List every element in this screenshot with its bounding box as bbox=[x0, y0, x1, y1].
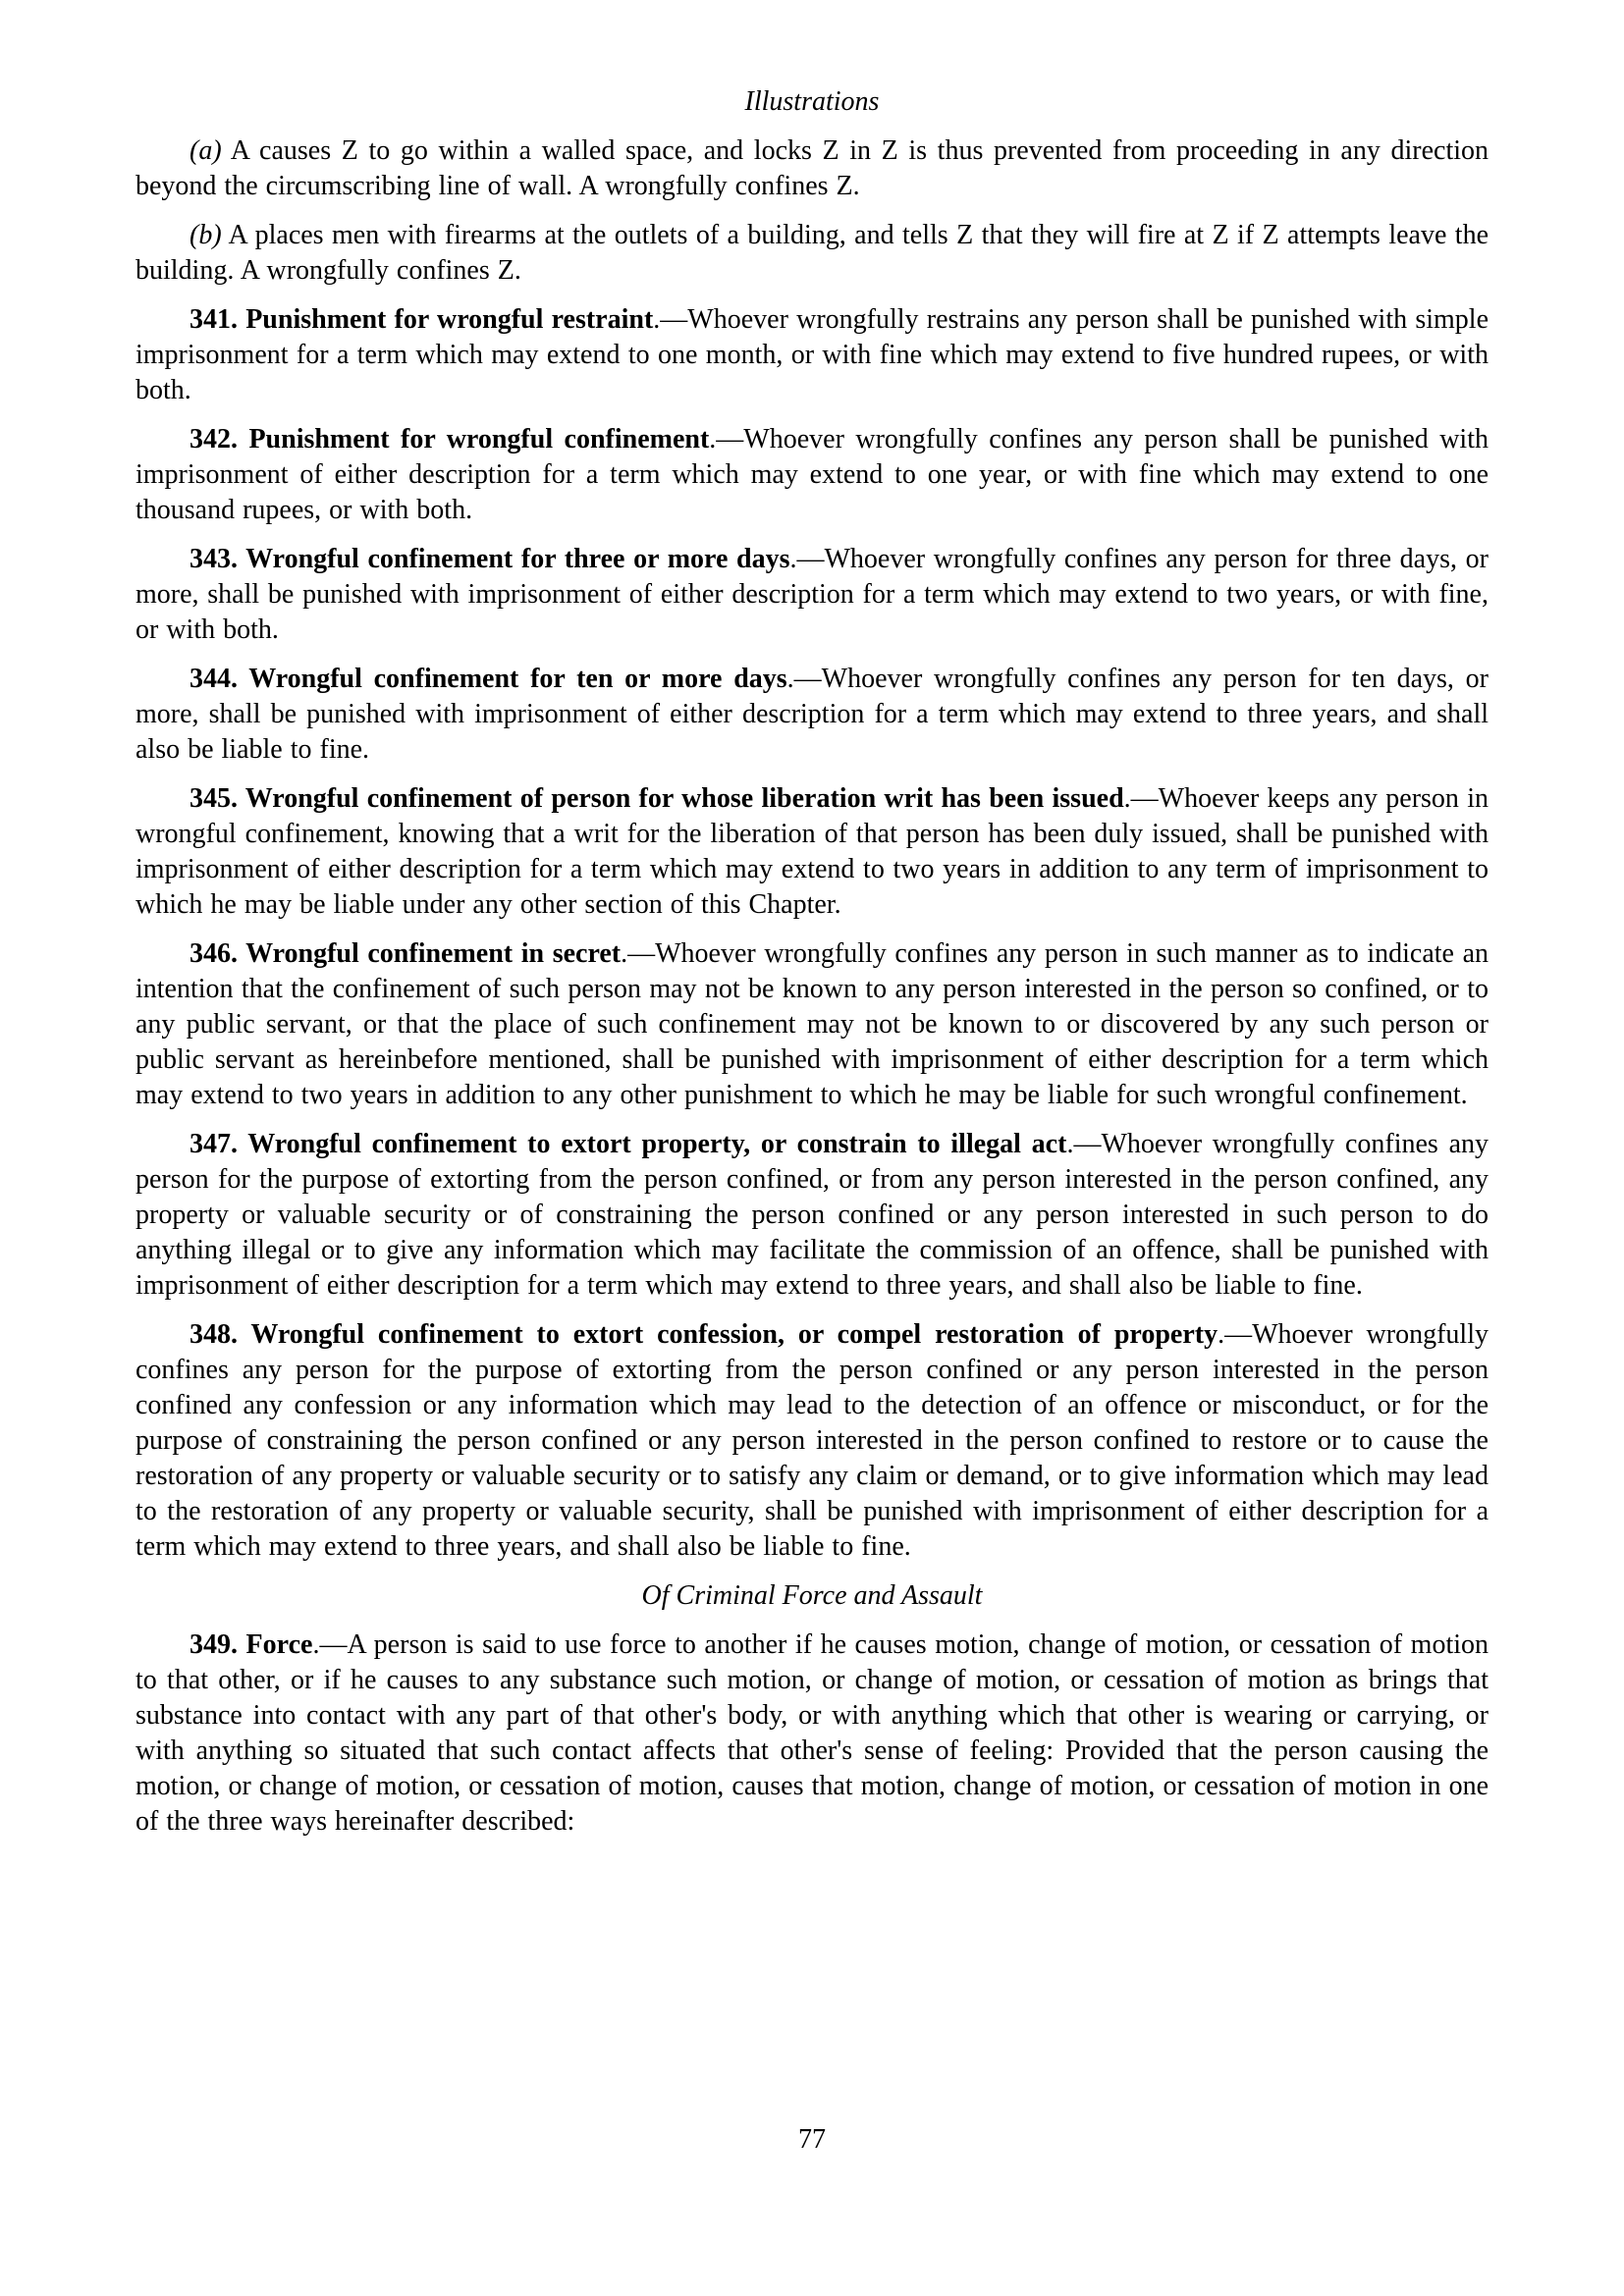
section-345-body: .—Whoever keeps any person in wrongful confinement, knowing that a writ for the liberation of that person has been duly issued, shall be punished with imprisonment of either description for a term which may extend to two years in addition to any term of imprisonment to which he may be liable under any other section of this Chapter. bbox=[135, 783, 1489, 920]
section-342-heading: 342. Punishment for wrongful confinement bbox=[189, 424, 710, 454]
section-341-body: .—Whoever wrongfully restrains any person shall be punished with simple imprisonment for a term which may extend to one month, or with fine which may extend to five hundred rupees, or with both. bbox=[135, 304, 1489, 405]
section-344 bbox=[135, 662, 1489, 768]
section-344-body: .—Whoever wrongfully confines any person for ten days, or more, shall be punished with imprisonment of either description for a term which may extend to three years, and shall also be liable to fine. bbox=[135, 664, 1489, 765]
illustration-marker-b: (b) bbox=[189, 220, 222, 250]
illustration-paragraph-a bbox=[135, 133, 1489, 204]
section-349-heading: 349. Force bbox=[189, 1629, 313, 1660]
illustration-paragraph-b bbox=[135, 218, 1489, 289]
section-348 bbox=[135, 1317, 1489, 1565]
section-345 bbox=[135, 781, 1489, 923]
section-347-body: .—Whoever wrongfully confines any person for the purpose of extorting from the person confined, or from any person interested in the person confined, any property or valuable security or of constraining the person confined or any person interested in such person to do anything illegal or to give any information which may facilitate the commission of an offence, shall be punished with imprisonment of either description for a term which may extend to three years, and shall also be liable to fine. bbox=[135, 1129, 1489, 1301]
section-349-body: .—A person is said to use force to another if he causes motion, change of motion, or cessation of motion to that other, or if he causes to any substance such motion, or change of motion, or cessation of motion as brings that substance into contact with any part of that other's body, or with anything which that other is wearing or carrying, or with anything so situated that such contact affects that other's sense of feeling: Provided that the person causing the motion, or change of motion, or cessation of motion, causes that motion, change of motion, or cessation of motion in one of the three ways hereinafter described: bbox=[135, 1629, 1489, 1837]
illustration-text-a: A causes Z to go within a walled space, and locks Z in Z is thus prevented from proceeding in any direction beyond the circumscribing line of wall. A wrongfully confines Z. bbox=[135, 135, 1489, 201]
section-346 bbox=[135, 936, 1489, 1113]
section-348-body: .—Whoever wrongfully confines any person for the purpose of extorting from the person confined or any person interested in the person confined any confession or any information which may lead to the detection of an offence or misconduct, or for the purpose of constraining the person confined or any person interested in the person confined to restore or to cause the restoration of any property or valuable security or to satisfy any claim or demand, or to give information which may lead to the restoration of any property or valuable security, shall be punished with imprisonment of either description for a term which may extend to three years, and shall also be liable to fine. bbox=[135, 1319, 1489, 1562]
illustrations-heading: Illustrations bbox=[744, 86, 880, 117]
section-346-body: .—Whoever wrongfully confines any person in such manner as to indicate an intention that the confinement of such person may not be known to any person interested in the person so confined, or to any public servant, or that the place of such confinement may not be known to or discovered by any such person or public servant as hereinbefore mentioned, shall be punished with imprisonment of either description for a term which may extend to two years in addition to any other punishment to which he may be liable for such wrongful confinement. bbox=[135, 938, 1489, 1110]
section-348-heading: 348. Wrongful confinement to extort confession, or compel restoration of property bbox=[189, 1319, 1218, 1350]
section-341 bbox=[135, 302, 1489, 408]
section-343-heading: 343. Wrongful confinement for three or more days bbox=[189, 544, 790, 574]
section-341-heading: 341. Punishment for wrongful restraint bbox=[189, 304, 654, 335]
section-343-body: .—Whoever wrongfully confines any person for three days, or more, shall be punished with imprisonment of either description for a term which may extend to two years, or with fine, or with both. bbox=[135, 544, 1489, 645]
page-number: 77 bbox=[798, 2124, 826, 2155]
criminal-force-heading: Of Criminal Force and Assault bbox=[641, 1580, 983, 1611]
illustration-text-b: A places men with firearms at the outlets of a building, and tells Z that they will fire at Z if Z attempts leave the building. A wrongfully confines Z. bbox=[135, 220, 1489, 286]
page-content bbox=[135, 84, 1489, 1853]
section-344-heading: 344. Wrongful confinement for ten or more days bbox=[189, 664, 787, 694]
illustration-marker-a: (a) bbox=[189, 135, 222, 166]
section-347-heading: 347. Wrongful confinement to extort property, or constrain to illegal act bbox=[189, 1129, 1067, 1159]
section-349 bbox=[135, 1628, 1489, 1840]
section-343 bbox=[135, 542, 1489, 648]
section-342-body: .—Whoever wrongfully confines any person shall be punished with imprisonment of either description for a term which may extend to one year, or with fine which may extend to one thousand rupees, or with both. bbox=[135, 424, 1489, 525]
section-342 bbox=[135, 422, 1489, 528]
section-346-heading: 346. Wrongful confinement in secret bbox=[189, 938, 622, 969]
section-347 bbox=[135, 1127, 1489, 1304]
section-345-heading: 345. Wrongful confinement of person for whose liberation writ has been issued bbox=[189, 783, 1124, 814]
